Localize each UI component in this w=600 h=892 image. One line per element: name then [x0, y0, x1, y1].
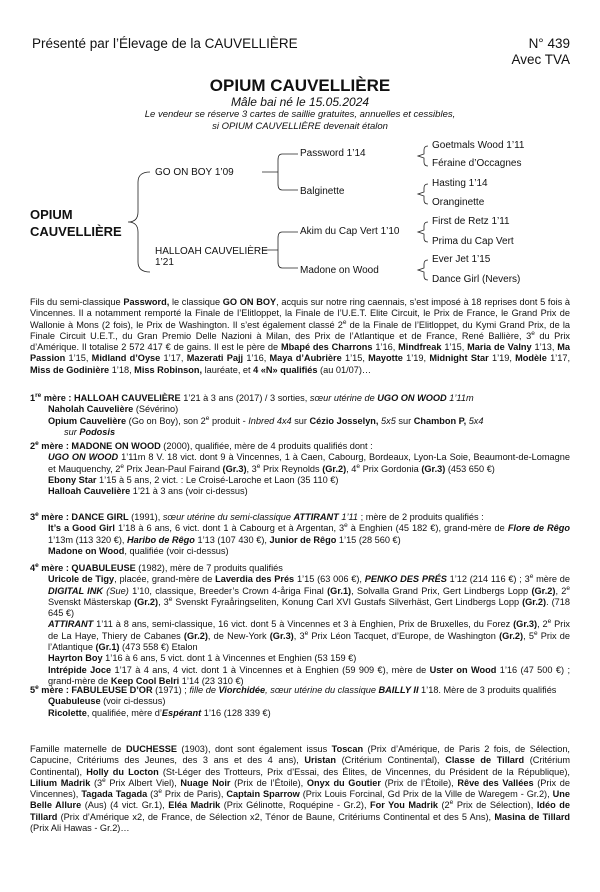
first-dam-produce-2: Opium Cauvelière (Go on Boy), son 2e produit - Inbred 4x4 sur Cézio Josselyn, 5x5 sur Chambon P, 5x4	[48, 414, 484, 426]
gen4-7: Ever Jet 1’15	[432, 254, 491, 265]
dam-name: HALLOAH CAUVELIÈRE	[155, 246, 268, 257]
second-dam-produce-1: UGO ON WOOD 1’11m 8 V. 18 vict. dont 9 à Vincennes, 1 à Caen, Cabourg, Bordeaux, Lyon-La Soie, Beaumont-de-Lomagne et Mauquenchy, 2e Prix Jean-Paul Fairand (Gr.3), 3e Prix Reynolds (Gr.2), 4e Prix Gordonia (Gr.3) (453 650 €)	[48, 452, 570, 474]
horse-description: Mâle bai né le 15.05.2024	[230, 95, 370, 109]
first-dam-section	[30, 393, 570, 438]
gen4-3: Hasting 1’14	[432, 178, 488, 189]
third-dam-produce-1: It’s a Good Girl 1’18 à 6 ans, 6 vict. dont 1 à Cabourg et à Argentan, 3e à Enghien (45 182 €), grand-mère de Flore de Rêgo 1’13m (113 320 €), Haribo de Rêgo 1’13 (107 430 €), Junior de Rêgo 1’15 (28 560 €)	[48, 522, 571, 545]
tva-label: Avec TVA	[511, 52, 570, 67]
fifth-dam-produce-1: Quabuleuse (voir ci-dessus)	[48, 696, 166, 707]
sire-paragraph: Fils du semi-classique Password, le classique GO ON BOY, acquis sur notre ring caennais, s’est imposé à 18 reprises dont 5 fois à Vincennes. Il a notamment remporté la Finale de l’Elitloppet, la Finale de l’U.E.T. Elite Circuit, le Prix de France, le Grand Prix de Wallonie à Mons (2 fois), le Prix de Washington. Il s’est également classé 2e de la Finale de l’Elitloppet, du Kymi Grand Prix, de la Finale Circuit U.E.T., du Gran Premio Delle Nazioni à Milan, des Prix de l’Atlantique et de France, René Ballière, 3e du Prix d’Amérique. Il totalise 2 572 417 € de gains. Il est le père de Mbapé des Charrons 1’16, Mindfreak 1’15, Maria de Valny 1’13, Ma Passion 1’15, Midland d’Oyse 1’17, Mazerati Pajj 1’16, Maya d’Aubrière 1’15, Mayotte 1’19, Midnight Star 1’19, Modèle 1’17, Miss de Godinière 1’18, Miss Robinson, lauréate, et 4 «N» qualifiés (au 01/07)…	[30, 297, 571, 375]
stallion-note-1: Le vendeur se réserve 3 cartes de saillie gratuites, annuelles et cessibles,	[144, 109, 456, 120]
fifth-dam-header: 5e mère : FABULEUSE D’OR (1971) ; fille de Viorchidée, sœur utérine du classique BAILLY II 1’18. Mère de 3 produits qualifiés	[30, 683, 557, 695]
dam	[155, 246, 268, 268]
third-dam-produce-2: Madone on Wood, qualifiée (voir ci-dessus)	[48, 545, 229, 556]
gen4-2: Féraine d’Occagnes	[432, 158, 522, 169]
gen4-6: Prima du Cap Vert	[432, 236, 514, 247]
fourth-dam-produce-4: Intrépide Joce 1’17 à 4 ans, 4 vict. dont 1 à Vincennes et à Enghien (59 909 €), mère de Uster on Wood 1’16 (47 500 €) ; grand-mère de Keep Cool Belri 1’14 (23 310 €)	[48, 664, 570, 686]
gen4-5: First de Retz 1’11	[432, 216, 510, 227]
second-dam-produce-2: Ebony Star 1’15 à 5 ans, 2 vict. : Le Croisé-Laroche et Laon (35 110 €)	[48, 474, 339, 485]
maternal-family-paragraph: Famille maternelle de DUCHESSE (1903), dont sont également issus Toscan (Prix d’Amérique, de Paris 2 fois, de Sélection, Capucine, Critériums des Jeunes, des 3 ans et des 4 ans), Uristan (Critérium Continental), Classe de Tillard (Critérium Continental), Holly du Locton (St-Léger des Trotteurs, Prix d’Essai, des Élites, de Vincennes, du Président de la République), Lilium Madrik (3e Prix Albert Viel), Nuage Noir (Prix de l’Étoile), Onyx du Goutier (Prix de l’Étoile), Rêve des Vallées (Prix de Vincennes), Tagada Tagada (3e Prix de Paris), Captain Sparrow (Prix Louis Forcinal, Gd Prix de la Ville de Waregem - Gr.2), Une Belle Allure (Aus) (4 vict. Gr.1), Eléa Madrik (Prix Gélinotte, Roquépine - Gr.2), For You Madrik (2e Prix de Sélection), Idéo de Tillard (Prix d’Amérique x2, de France, de Sélection x2, Ténor de Baune, Critériums Continental et des 5 Ans), Masina de Tillard (Prix Ali Hawas - Gr.2)…	[30, 744, 571, 834]
stallion-note-2: si OPIUM CAUVELLIÈRE devenait étalon	[212, 121, 388, 132]
pedigree-subject	[30, 206, 122, 240]
fourth-dam-produce-1: Uricole de Tigy, placée, grand-mère de Laverdia des Prés 1’15 (63 006 €), PENKO DES PRÉS 1’12 (214 116 €) ; 3e mère de DIGITAL INK (Sue) 1’10, classique, Breeder’s Crown 4-åriga Final (Gr.1), Solvalla Grand Prix, Gert Lindbergs Lopp (Gr.2), 2e Svenskt Mästerskap (Gr.2), 3e Svenskt Fyraåringseliten, Konung Carl XVI Gustafs Silverhäst, Gert Lindbergs Lopp (Gr.2). (718 645 €)	[48, 573, 571, 619]
presenter-line: Présenté par l’Élevage de la CAUVELLIÈRE	[32, 36, 298, 51]
sire: GO ON BOY 1’09	[155, 167, 234, 178]
second-dam-header: 2e mère : MADONE ON WOOD (2000), qualifiée, mère de 4 produits qualifiés dont :	[30, 439, 373, 451]
gen4-1: Goetmals Wood 1’11	[432, 140, 525, 151]
second-dam-section	[30, 441, 570, 497]
first-dam-produce-1: Naholah Cauvelière (Sévérino)	[48, 404, 179, 415]
horse-title: OPIUM CAUVELLIÈRE	[209, 76, 391, 95]
third-dam-section	[30, 512, 570, 557]
third-dam-header: 3e mère : DANCE GIRL (1991), sœur utérine du semi-classique ATTIRANT 1’11 ; mère de 2 produits qualifiés :	[30, 510, 484, 522]
gen3-2: Balginette	[300, 186, 345, 197]
fourth-dam-produce-2: ATTIRANT 1’11 à 8 ans, semi-classique, 16 vict. dont 5 à Vincennes et 3 à Enghien, Prix de Bruxelles, du Forez (Gr.3), 2e Prix de La Haye, Thiery de Cabanes (Gr.2), de New-York (Gr.3), 3e Prix Léon Tacquet, d’Europe, de Washington (Gr.2), 5e Prix de l’Atlantique (Gr.1) (473 558 €) Etalon	[48, 618, 571, 653]
subject-name-line1: OPIUM	[30, 207, 73, 222]
subject-name-line2: CAUVELLIÈRE	[30, 224, 122, 239]
gen3-4: Madone on Wood	[300, 265, 379, 276]
gen4-4: Oranginette	[432, 197, 485, 208]
lot-number: N° 439	[528, 36, 570, 51]
gen3-1: Password 1’14	[300, 148, 366, 159]
dam-time: 1’21	[155, 257, 174, 268]
first-dam-header: 1re mère : HALLOAH CAUVELIÈRE 1’21 à 3 ans (2017) / 3 sorties, sœur utérine de UGO ON WOOD 1’11m	[30, 391, 474, 403]
gen3-3: Akim du Cap Vert 1’10	[300, 226, 400, 237]
fourth-dam-produce-3: Hayrton Boy 1’16 à 6 ans, 5 vict. dont 1 à Vincennes et Enghien (53 159 €)	[48, 653, 357, 664]
second-dam-produce-3: Halloah Cauvelière 1’21 à 3 ans (voir ci-dessus)	[48, 486, 248, 497]
first-dam-produce-2-cont: sur Podosis	[64, 426, 116, 437]
fourth-dam-section	[30, 563, 570, 687]
fourth-dam-header: 4e mère : QUABULEUSE (1982), mère de 7 produits qualifiés	[30, 561, 283, 573]
gen4-8: Dance Girl (Nevers)	[432, 274, 521, 285]
fifth-dam-section	[30, 685, 570, 719]
fifth-dam-produce-2: Ricolette, qualifiée, mère d’Espérant 1’16 (128 339 €)	[48, 707, 271, 718]
